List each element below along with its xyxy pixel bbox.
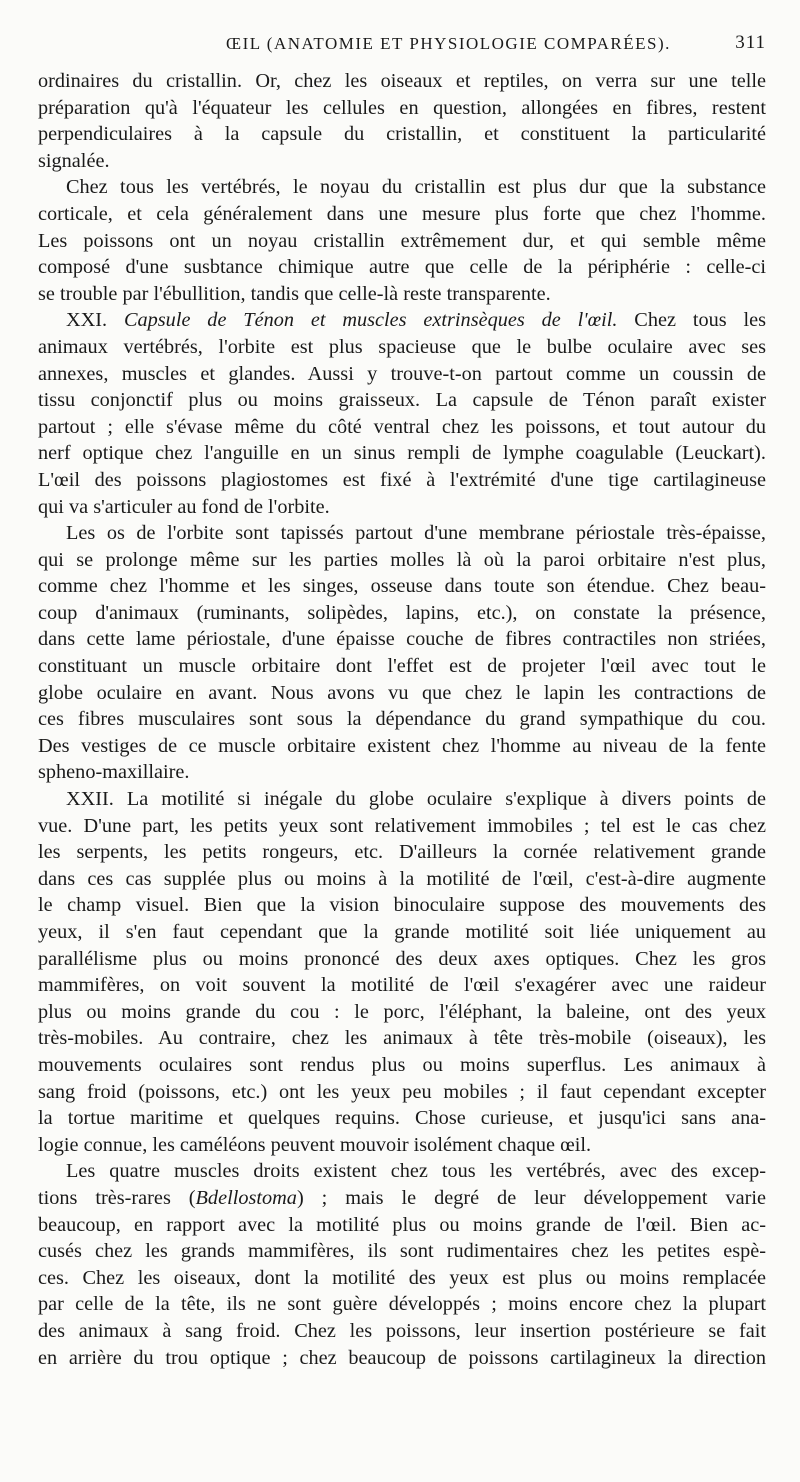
text-line: parallélisme plus ou moins prononcé des deux axes optiques. Chez les gros	[38, 947, 766, 970]
text-line: mammifères, on voit souvent la motilité de l'œil s'exagérer avec une raideur	[38, 974, 766, 997]
text-line: sang froid (poissons, etc.) ont les yeux peu mobiles ; il faut cependant excepter	[38, 1080, 766, 1103]
text-line: en arrière du trou optique ; chez beaucoup de poissons cartilagineux la direction	[38, 1346, 766, 1369]
text-line: spheno-maxillaire.	[38, 761, 190, 784]
paragraph-2	[38, 174, 766, 307]
text-line: dans cette lame périostale, d'une épaisse couche de fibres contractiles non striées,	[38, 628, 766, 651]
text-line: le champ visuel. Bien que la vision binoculaire suppose des mouvements des	[38, 894, 766, 917]
text-line: animaux vertébrés, l'orbite est plus spacieuse que le bulbe oculaire avec ses	[38, 335, 766, 358]
text-line: tions très-rares (Bdellostoma) ; mais le degré de leur développement varie	[38, 1186, 766, 1209]
section-title: Capsule de Ténon et muscles extrinsèques de l'œil.	[123, 309, 618, 332]
text-line: XXII. La motilité si inégale du globe oculaire s'explique à divers points de	[66, 788, 766, 811]
text-line: Les quatre muscles droits existent chez tous les vertébrés, avec des excep-	[66, 1160, 766, 1183]
section-heading-line	[38, 307, 766, 334]
text-line: logie connue, les caméléons peuvent mouvoir isolément chaque œil.	[38, 1133, 592, 1156]
text-line: ordinaires du cristallin. Or, chez les oiseaux et reptiles, on verra sur une telle	[38, 70, 766, 92]
text-line: comme chez l'homme et les singes, osseuse dans toute son étendue. Chez beau-	[38, 575, 766, 598]
text-line: coup d'animaux (ruminants, solipèdes, lapins, etc.), on constate la présence,	[38, 601, 766, 624]
document-page	[38, 28, 766, 1371]
body-text	[38, 68, 766, 1371]
page-number: 311	[735, 32, 766, 53]
text-line: annexes, muscles et glandes. Aussi y trouve-t-on partout comme un coussin de	[38, 362, 766, 385]
text-line: perpendiculaires à la capsule du cristallin, et constituent la particularité	[38, 123, 766, 146]
text-line: la tortue maritime et quelques requins. Chose curieuse, et jusqu'ici sans ana-	[38, 1107, 766, 1130]
running-title: ŒIL (ANATOMIE ET PHYSIOLOGIE COMPARÉES).	[226, 34, 671, 53]
paragraph-3	[38, 307, 766, 520]
text-line: se trouble par l'ébullition, tandis que celle-là reste transparente.	[38, 282, 551, 305]
text-line: L'œil des poissons plagiostomes est fixé à l'extrémité d'une tige cartilagineuse	[38, 468, 766, 491]
section-number: XXI.	[66, 309, 108, 332]
text-line: tissu conjonctif plus ou moins graisseux. La capsule de Ténon paraît exister	[38, 389, 766, 412]
paragraph-6	[38, 1158, 766, 1371]
text-line: des animaux à sang froid. Chez les poissons, leur insertion postérieure se fait	[38, 1319, 766, 1342]
paragraph-1	[38, 68, 766, 174]
text-line: les serpents, les petits rongeurs, etc. D'ailleurs la cornée relativement grande	[38, 841, 766, 864]
text-line: très-mobiles. Au contraire, chez les animaux à tête très-mobile (oiseaux), les	[38, 1027, 766, 1050]
genus-name: Bdellostoma	[195, 1186, 297, 1209]
text-line: corticale, et cela généralement dans une mesure plus forte que chez l'homme.	[38, 202, 766, 225]
text-line: partout ; elle s'évase même du côté ventral chez les poissons, et tout autour du	[38, 415, 766, 438]
text-line: ces fibres musculaires sont sous la dépendance du grand sympathique du cou.	[38, 708, 766, 731]
running-header	[38, 28, 766, 68]
text-line: Des vestiges de ce muscle orbitaire existent chez l'homme au niveau de la fente	[38, 734, 766, 757]
text-line: par celle de la tête, ils ne sont guère développés ; moins encore chez la plupart	[38, 1293, 766, 1316]
text-line: qui va s'articuler au fond de l'orbite.	[38, 495, 330, 518]
text-line: plus ou moins grande du cou : le porc, l'éléphant, la baleine, ont des yeux	[38, 1000, 766, 1023]
text-line: yeux, il s'en faut cependant que la grande motilité soit liée uniquement au	[38, 921, 766, 943]
text-line: signalée.	[38, 149, 110, 172]
text-line: mouvements oculaires sont rendus plus ou moins superflus. Les animaux à	[38, 1053, 766, 1076]
text-line: Chez tous les	[634, 309, 766, 332]
text-line: Les poissons ont un noyau cristallin extrêmement dur, et qui semble même	[38, 229, 766, 252]
text-line: nerf optique chez l'anguille en un sinus rempli de lymphe coagulable (Leuckart).	[38, 442, 766, 465]
text-line: constituant un muscle orbitaire dont l'effet est de projeter l'œil avec tout le	[38, 655, 766, 678]
text-line: préparation qu'à l'équateur les cellules en question, allongées en fibres, restent	[38, 96, 766, 119]
paragraph-5	[38, 786, 766, 1158]
text-line: dans ces cas supplée plus ou moins à la motilité de l'œil, c'est-à-dire augmente	[38, 867, 766, 890]
text-line: globe oculaire en avant. Nous avons vu que chez le lapin les contractions de	[38, 681, 766, 704]
text-line: ces. Chez les oiseaux, dont la motilité des yeux est plus ou moins remplacée	[38, 1266, 766, 1289]
paragraph-4	[38, 520, 766, 786]
text-line: composé d'une susbtance chimique autre que celle de la périphérie : celle-ci	[38, 256, 766, 279]
text-line: vue. D'une part, les petits yeux sont relativement immobiles ; tel est le cas chez	[38, 814, 766, 837]
text-line: cusés chez les grands mammifères, ils sont rudimentaires chez les petites espè-	[38, 1240, 766, 1263]
text-line: beaucoup, en rapport avec la motilité plus ou moins grande de l'œil. Bien ac-	[38, 1213, 766, 1236]
text-line: Chez tous les vertébrés, le noyau du cristallin est plus dur que la substance	[66, 176, 766, 199]
text-line: Les os de l'orbite sont tapissés partout d'une membrane périostale très-épaisse,	[66, 522, 766, 545]
text-line: qui se prolonge même sur les parties molles là où la paroi orbitaire n'est plus,	[38, 548, 766, 571]
